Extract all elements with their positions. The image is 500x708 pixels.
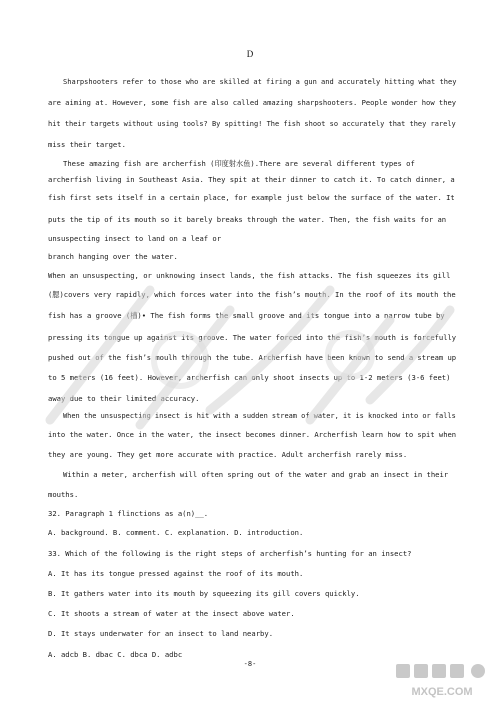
text-line: branch hanging over the water.: [48, 252, 178, 261]
text-line: When an unsuspecting, or unknowing insect lands, the fish attacks. The fish squeezes its gill: [48, 271, 451, 280]
text-line: When the unsuspecting insect is hit with a sudden stream of water, it is knocked into or falls: [63, 411, 456, 420]
text-line: pushed out of the fish’s moulh through the tube. Archerfish have been known to send a stream up: [48, 353, 457, 362]
text-line: to 5 meters (16 feet). However, archerfish can only shoot insects up to 1-2 meters (3-6 feet): [48, 373, 451, 382]
text-line: These amazing fish are archerfish (印度射水鱼).There are several different types of: [63, 159, 415, 168]
text-line: 33. Which of the following is the right steps of archerfish’s hunting for an insect?: [48, 549, 412, 558]
site-logo-text: MXQE.COM: [411, 686, 473, 698]
text-line: pressing its tongue up against its groove. The water forced into the fish’s mouth is forcefully: [48, 333, 457, 342]
text-line: puts the tip of its mouth so it barely breaks through the water. Then, the fish waits for an: [48, 215, 447, 224]
text-line: 32. Paragraph 1 flinctions as a(n)__.: [48, 509, 209, 518]
page-number: -8-: [243, 660, 257, 668]
text-line: C. It shoots a stream of water at the insect above water.: [48, 609, 295, 618]
text-line: fish first sets itself in a certain place, for example just below the surface of the water. It: [48, 193, 455, 202]
text-line: fish has a groove (槽)• The fish forms the small groove and its tongue into a narrow tube by: [48, 311, 445, 320]
text-line: miss their target.: [48, 140, 126, 149]
text-line: (腮)covers very rapidly, which forces water into the fish’s mouth. In the roof of its mouth the: [48, 290, 456, 299]
text-line: hit their targets without using tools? By spitting! The fish shoot so accurately that they rarely: [48, 119, 456, 128]
text-line: D. It stays underwater for an insect to land nearby.: [48, 629, 274, 638]
text-line: B. It gathers water into its mouth by squeezing its gill covers quickly.: [48, 589, 360, 598]
text-line: Sharpshooters refer to those who are skilled at firing a gun and accurately hitting what they: [63, 77, 457, 86]
text-line: are aiming at. However, some fish are also called amazing sharpshooters. People wonder how they: [48, 98, 457, 107]
text-line: A. It has its tongue pressed against the roof of its mouth.: [48, 569, 304, 578]
section-heading: D: [246, 49, 254, 59]
text-line: unsuspecting insect to land on a leaf or: [48, 234, 222, 243]
text-line: away due to their limited accuracy.: [48, 394, 200, 403]
text-line: they are young. They get more accurate with practice. Adult archerfish rarely miss.: [48, 450, 408, 459]
text-line: A. background. B. comment. C. explanation. D. introduction.: [48, 528, 304, 537]
text-line: Within a meter, archerfish will often spring out of the water and grab an insect in their: [63, 470, 449, 479]
text-line: archerfish living in Southeast Asia. They spit at their dinner to catch it. To catch dinner, a: [48, 175, 455, 184]
watermark-graphic: [30, 250, 470, 450]
text-line: A. adcb B. dbac C. dbca D. adbc: [48, 650, 183, 659]
text-line: into the water. Once in the water, the insect becomes dinner. Archerfish learn how to spit when: [48, 430, 457, 439]
site-logo: [390, 662, 494, 702]
text-line: mouths.: [48, 490, 79, 499]
